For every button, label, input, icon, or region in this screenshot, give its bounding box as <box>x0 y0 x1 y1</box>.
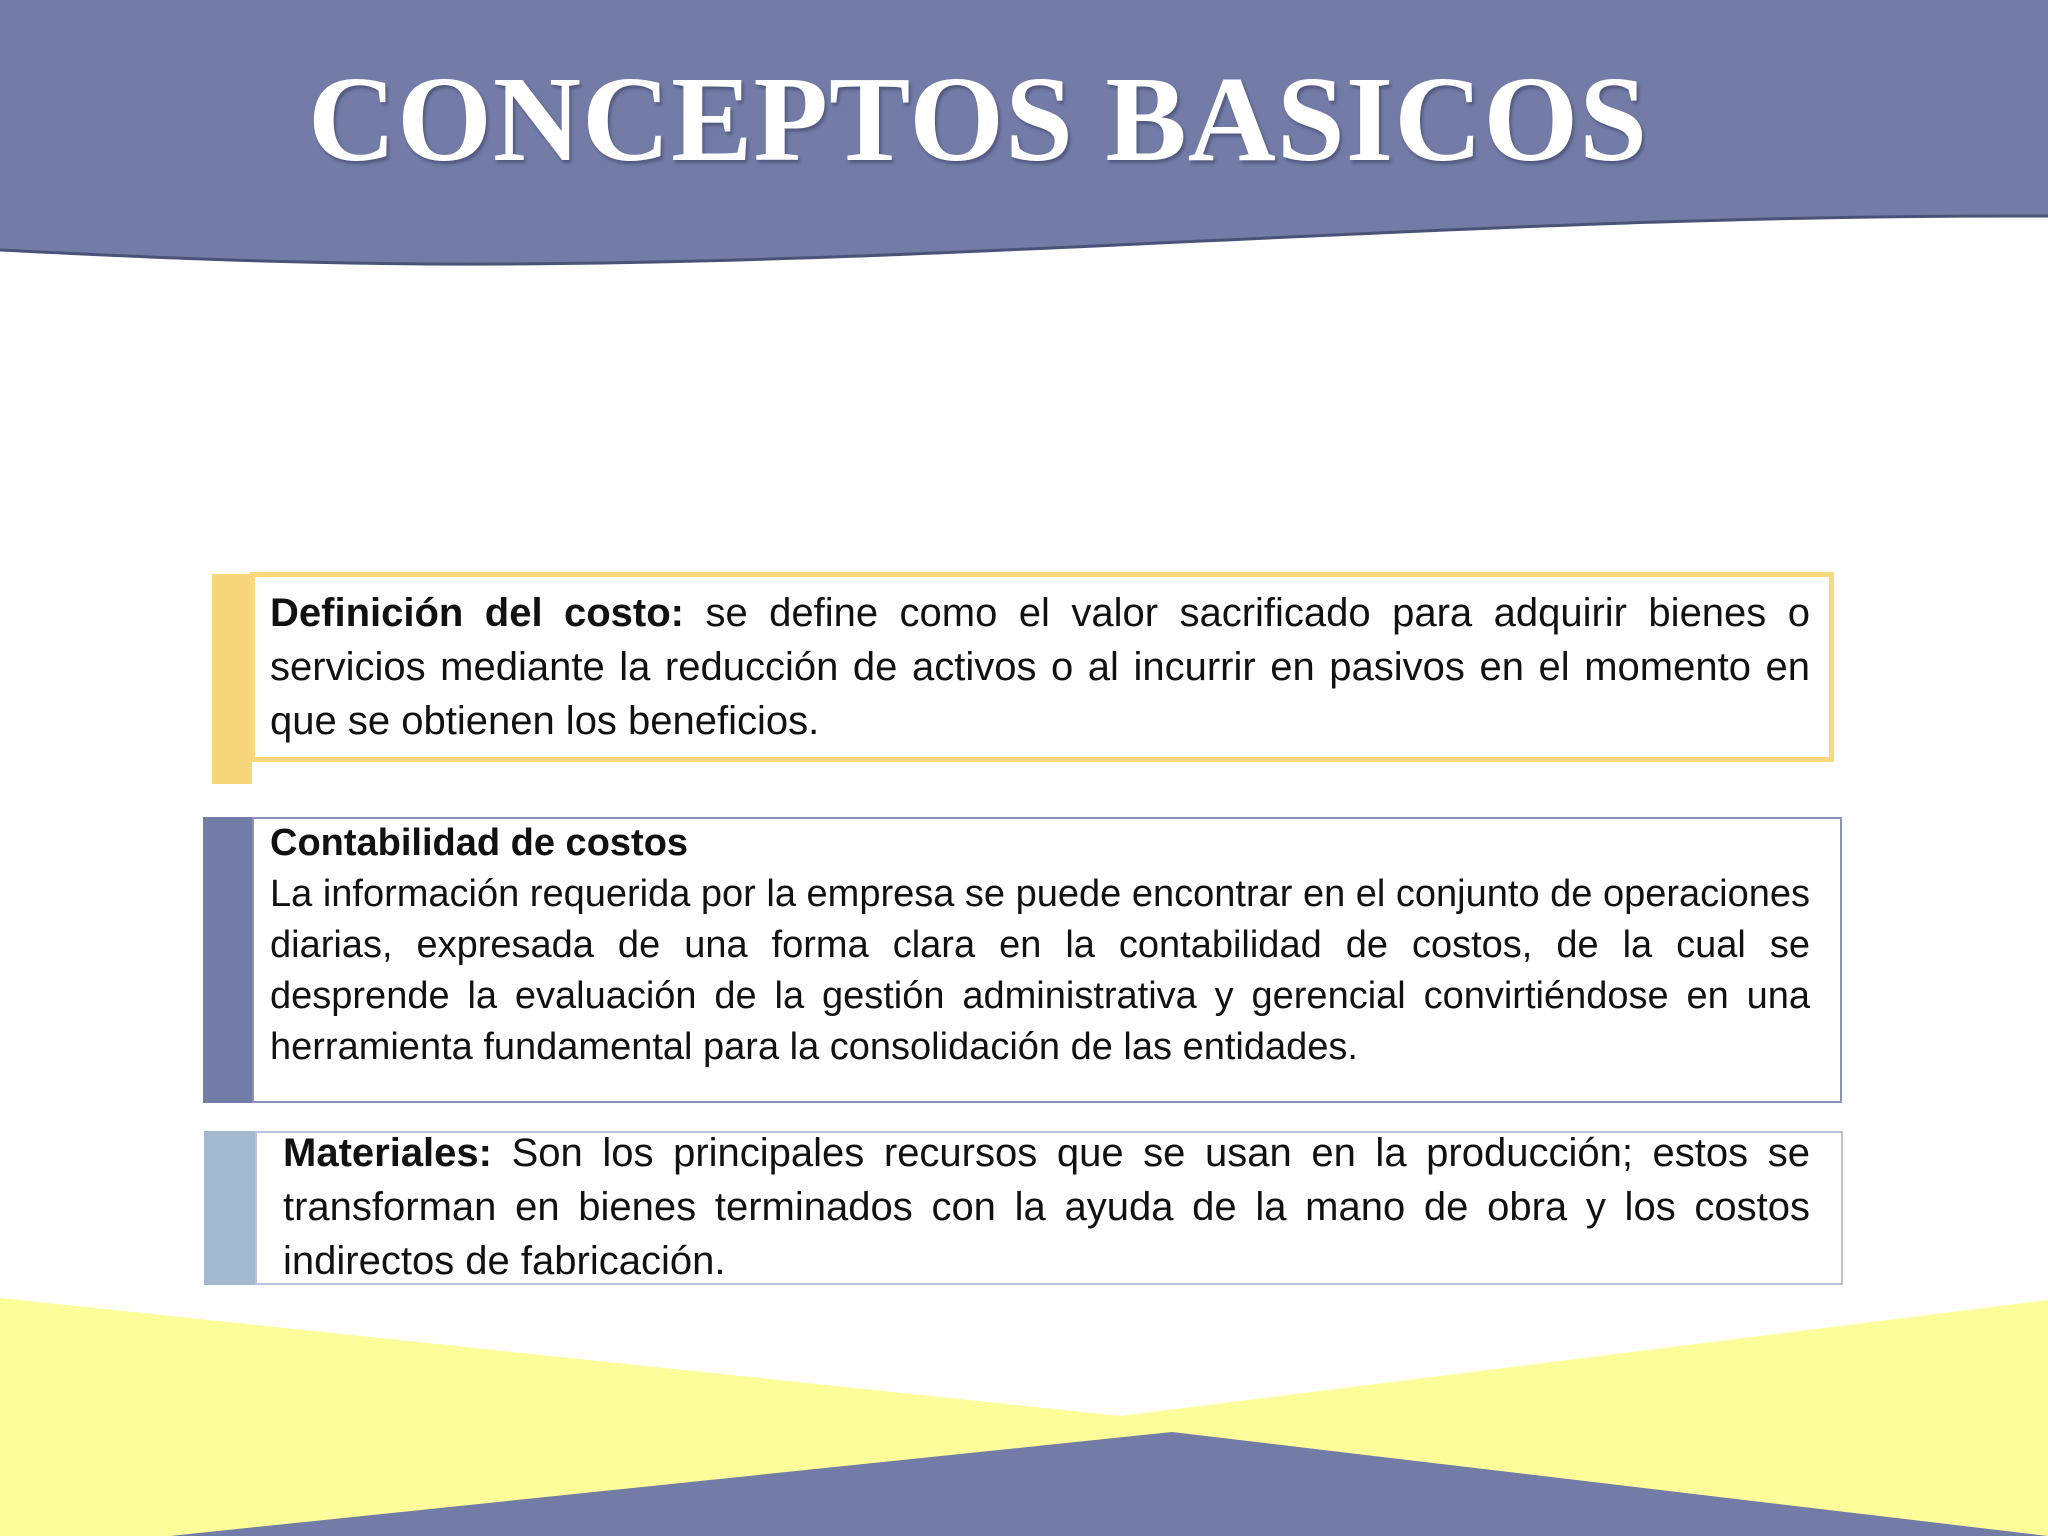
materials-accent-bar <box>204 1131 256 1285</box>
cost-accounting-term: Contabilidad de costos <box>270 822 689 864</box>
materials-body: Son los principales recursos que se usan en la producción; estos se transforman en bienes terminados con la ayuda de la mano de obra y los costos indirectos de fabricación. <box>283 1131 1810 1283</box>
slide-title: CONCEPTOS BASICOS <box>307 52 1649 187</box>
cost-accounting-accent-bar <box>203 817 253 1103</box>
cost-accounting-body: La información requerida por la empresa se puede encontrar en el conjunto de operaciones diarias, expresada de una forma clara en la contabilidad de costos, de la cual se desprende la evaluación de la gestión administrativa y gerencial convirtiéndose en una herramienta fundamental para la consolidación de las entidades. <box>270 873 1810 1068</box>
definition-text <box>270 586 1810 748</box>
materials-text <box>283 1126 1810 1288</box>
cost-accounting-text <box>270 818 1810 1073</box>
materials-term: Materiales: <box>283 1131 492 1175</box>
definition-term: Definición del costo: <box>270 591 684 635</box>
definition-body: se define como el valor sacrificado para adquirir bienes o servicios mediante la reducción de activos o al incurrir en pasivos en el momento en que se obtienen los beneficios. <box>270 591 1810 743</box>
definition-accent-bar <box>212 574 252 784</box>
